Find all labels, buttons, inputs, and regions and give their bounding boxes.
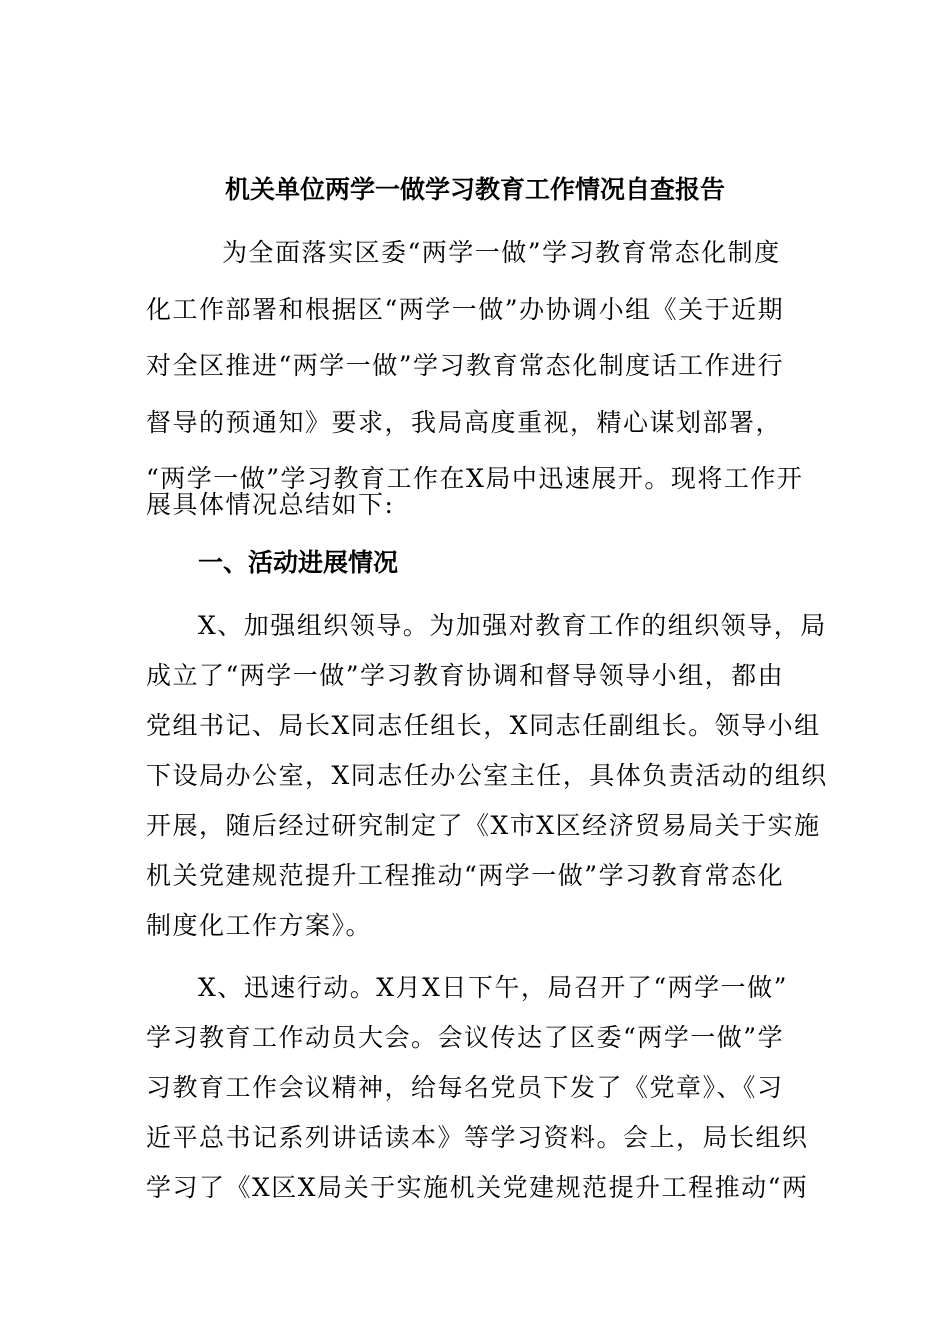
intro-line: 督导的预通知》要求，我局高度重视，精心谋划部署， [146, 408, 783, 437]
para1-line: 党组书记、局长X同志任组长，X同志任副组长。领导小组 [146, 711, 821, 740]
para1-line: 下设局办公室，X同志任办公室主任，具体负责活动的组织 [146, 761, 828, 790]
intro-line: 对全区推进“两学一做”学习教育常态化制度话工作进行 [146, 351, 785, 380]
intro-line: 化工作部署和根据区“两学一做”办协调小组《关于近期 [146, 295, 785, 324]
para2-line: 习教育工作会议精神，给每名党员下发了《党章》、《习 [146, 1073, 784, 1102]
intro-line: 展具体情况总结如下: [146, 490, 395, 519]
para1-line: 制度化工作方案》。 [146, 911, 373, 940]
intro-line: “两学一做”学习教育工作在X局中迅速展开。现将工作开 [146, 464, 804, 493]
para2-line: 学习了《X区X局关于实施机关党建规范提升工程推动“两 [146, 1173, 809, 1202]
para1-line: X、加强组织领导。为加强对教育工作的组织领导，局 [198, 611, 827, 640]
para1-line: 开展，随后经过研究制定了《X市X区经济贸易局关于实施 [146, 811, 821, 840]
para2-line: 近平总书记系列讲话读本》等学习资料。会上，局长组织 [146, 1123, 809, 1152]
para2-line: 学习教育工作动员大会。会议传达了区委“两学一做”学 [146, 1023, 785, 1052]
document-title: 机关单位两学一做学习教育工作情况自查报告 [224, 175, 725, 204]
para1-line: 成立了“两学一做”学习教育协调和督导领导小组，都由 [146, 661, 785, 690]
para2-line: X、迅速行动。X月X日下午，局召开了“两学一做” [198, 973, 788, 1002]
section-heading: 一、活动进展情况 [198, 548, 399, 577]
intro-line: 为全面落实区委“两学一做”学习教育常态化制度 [222, 238, 781, 267]
para1-line: 机关党建规范提升工程推动“两学一做”学习教育常态化 [146, 861, 785, 890]
